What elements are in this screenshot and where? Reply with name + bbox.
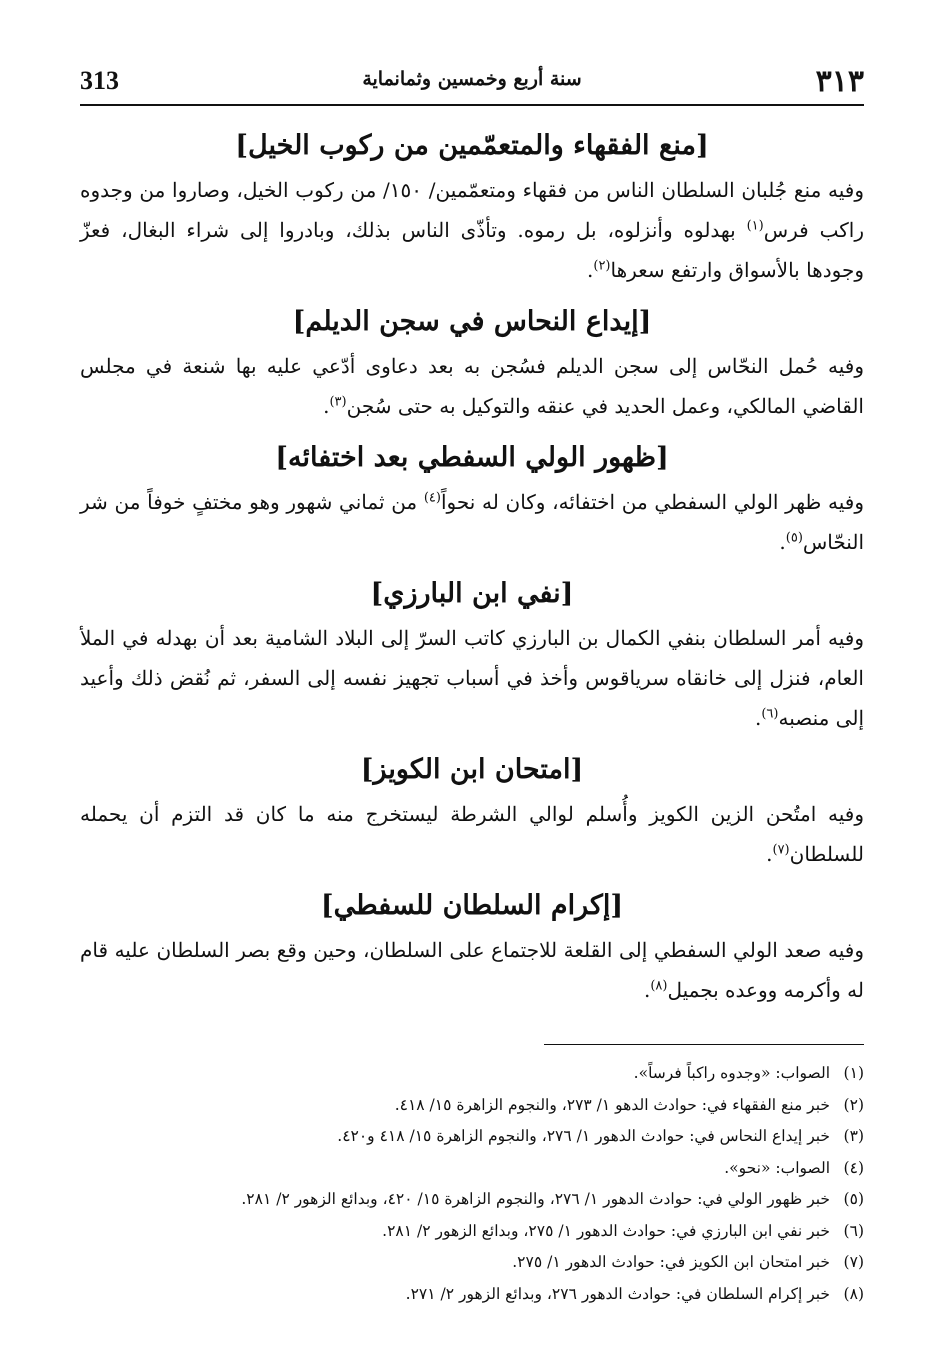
footnote-number: (٦) [843, 1221, 864, 1240]
footnote-reference: (٥) [785, 530, 803, 546]
footnote-reference: (٤) [423, 490, 441, 506]
footnote [80, 1247, 864, 1279]
section-heading: [إيداع النحاس في سجن الديلم] [292, 306, 652, 337]
paragraph-text: بهدلوه وأنزلوه، بل رموه. وتأذّى الناس بذلك، وبادروا إلى شراء البغال، فعزّ وجودها بالأسواق وارتفع سعرها [80, 218, 864, 282]
footnote-reference: (٣) [329, 394, 347, 410]
page-number-arabic: ٣١٣ [815, 64, 864, 99]
section-heading: [امتحان ابن الكويز] [360, 754, 584, 785]
footnote [80, 1058, 864, 1090]
main-text [80, 124, 864, 1022]
paragraph-text: وفيه أمر السلطان بنفي الكمال بن البارزي كاتب السرّ إلى البلاد الشامية بعد أن بهدله في الملأ العام، فنزل إلى خانقاه سرياقوس وأخذ في أسباب تجهيز نفسه إلى السفر، ثم نُقض ذلك وأعيد إلى منصبه [80, 626, 864, 730]
footnote-text: خبر إيداع النحاس في: حوادث الدهور ١/ ٢٧٦، والنجوم الزاهرة ١٥/ ٤١٨ و٤٢٠. [337, 1127, 830, 1145]
paragraph-text: . [754, 706, 762, 730]
footnote-number: (٧) [843, 1253, 864, 1271]
footnote-number: (٤) [843, 1158, 864, 1177]
paragraph-text: وفيه منع جُلبان السلطان الناس من فقهاء ومتعمّمين/ ١٥٠/ من ركوب الخيل، وصاروا من وجدوه راكب فرس [80, 178, 865, 242]
footnote-number: (٣) [843, 1127, 864, 1145]
header-rule [80, 104, 864, 106]
footnote-text: خبر امتحان ابن الكويز في: حوادث الدهور ١/ ٢٧٥. [512, 1253, 830, 1271]
section-heading: [إكرام السلطان للسفطي] [320, 890, 624, 921]
section-paragraph [80, 618, 864, 738]
footnote-text: خبر منع الفقهاء في: حوادث الدهو ١/ ٢٧٣، والنجوم الزاهرة ١٥/ ٤١٨. [394, 1095, 830, 1114]
footnote [80, 1121, 864, 1153]
footnote-reference: (٧) [772, 842, 790, 858]
footnote-reference: (١) [746, 218, 764, 234]
footnote [80, 1090, 864, 1122]
paragraph-text: . [587, 258, 594, 282]
footnote-text: الصواب: «نحو». [724, 1158, 830, 1177]
footnote-text: خبر إكرام السلطان في: حوادث الدهور ٢٧٦، وبدائع الزهور ٢/ ٢٧١. [405, 1284, 830, 1303]
section-paragraph [80, 170, 864, 290]
paragraph-text: . [766, 842, 773, 866]
footnote-number: (١) [843, 1064, 864, 1082]
section-paragraph [80, 930, 864, 1010]
section-heading: [نفي ابن البارزي] [370, 578, 574, 609]
section-paragraph [80, 346, 864, 426]
page-number-latin: 313 [80, 66, 119, 95]
section-paragraph [80, 794, 864, 874]
paragraph-text: من ثماني شهور وهو مختفٍ خوفاً من شر النحّاس [80, 490, 864, 554]
section-paragraph [80, 482, 864, 562]
footnote-reference: (٦) [761, 706, 779, 722]
running-head-title: سنة أربع وخمسين وثمانماية [362, 68, 582, 90]
paragraph-text: . [779, 530, 786, 554]
footnote-text: خبر نفي ابن البارزي في: حوادث الدهور ١/ ٢٧٥، وبدائع الزهور ٢/ ٢٨١. [382, 1221, 830, 1240]
footnote [80, 1184, 864, 1216]
paragraph-text: وفيه امتُحن الزين الكويز وأُسلم لوالي الشرطة ليستخرج منه ما كان قد التزم أن يحمله للسلطان [80, 802, 864, 866]
footnote-reference: (٢) [593, 258, 611, 274]
running-head [80, 64, 864, 98]
footnote [80, 1279, 864, 1311]
footnote-reference: (٨) [650, 978, 668, 994]
footnote-separator [544, 1044, 864, 1045]
footnote-number: (٨) [843, 1284, 864, 1303]
paragraph-text: . [323, 394, 330, 418]
footnotes [80, 1058, 864, 1310]
section-heading: [ظهور الولي السفطي بعد اختفائه] [275, 442, 669, 473]
paragraph-text: وفيه حُمل النحّاس إلى سجن الديلم فسُجن به بعد دعاوى أدّعي عليه بها شنعة في مجلس القاضي المالكي، وعمل الحديد في عنقه والتوكيل به حتى سُجن [80, 354, 864, 418]
footnote-number: (٥) [843, 1190, 864, 1208]
footnote-text: الصواب: «وجدوه راكباً فرساً». [633, 1064, 830, 1082]
footnote [80, 1216, 864, 1248]
section-heading: [منع الفقهاء والمتعمّمين من ركوب الخيل] [235, 130, 709, 161]
footnote [80, 1153, 864, 1185]
paragraph-text: . [643, 978, 651, 1002]
paragraph-text: وفيه ظهر الولي السفطي من اختفائه، وكان له نحواً [440, 490, 864, 514]
paragraph-text: وفيه صعد الولي السفطي إلى القلعة للاجتماع على السلطان، وحين وقع بصر السلطان عليه قام له وأكرمه ووعده بجميل [80, 938, 864, 1002]
footnote-number: (٢) [843, 1095, 864, 1114]
footnote-text: خبر ظهور الولي في: حوادث الدهور ١/ ٢٧٦، والنجوم الزاهرة ١٥/ ٤٢٠، وبدائع الزهور ٢/ ٢٨١. [241, 1190, 830, 1208]
